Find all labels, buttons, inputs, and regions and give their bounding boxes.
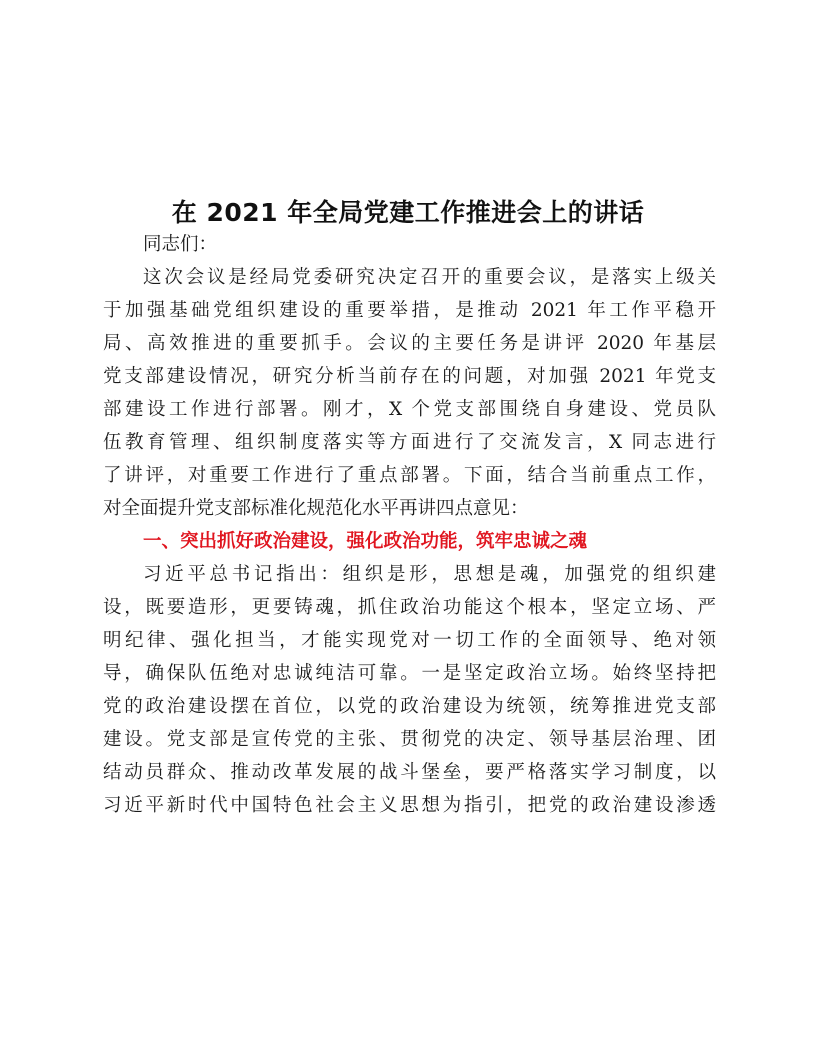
document-body bbox=[103, 228, 716, 822]
paragraph-line: 了讲评，对重要工作进行了重点部署。下面，结合当前重点工作， bbox=[103, 465, 716, 486]
paragraph-line: 导，确保队伍绝对忠诚纯洁可靠。一是坚定政治立场。始终坚持把 bbox=[103, 663, 716, 684]
paragraph-line: 建设。党支部是宣传党的主张、贯彻党的决定、领导基层治理、团 bbox=[103, 729, 716, 750]
paragraph-line: 党支部建设情况，研究分析当前存在的问题，对加强 2021 年党支 bbox=[103, 366, 716, 387]
paragraph-line: 结动员群众、推动改革发展的战斗堡垒，要严格落实学习制度，以 bbox=[103, 762, 716, 783]
paragraph-intro bbox=[103, 261, 716, 525]
paragraph-line: 局、高效推进的重要抓手。会议的主要任务是讲评 2020 年基层 bbox=[103, 333, 716, 354]
paragraph-line: 习近平总书记指出：组织是形，思想是魂，加强党的组织建 bbox=[143, 564, 716, 585]
salutation: 同志们： bbox=[143, 234, 218, 255]
section-heading: 一、突出抓好政治建设，强化政治功能，筑牢忠诚之魂 bbox=[143, 531, 588, 552]
paragraph-line: 设，既要造形，更要铸魂，抓住政治功能这个根本，坚定立场、严 bbox=[103, 597, 716, 618]
paragraph-section-1 bbox=[103, 558, 716, 822]
paragraph-line: 这次会议是经局党委研究决定召开的重要会议，是落实上级关 bbox=[143, 267, 716, 288]
paragraph-line: 党的政治建设摆在首位，以党的政治建设为统领，统筹推进党支部 bbox=[103, 696, 716, 717]
paragraph-line: 习近平新时代中国特色社会主义思想为指引，把党的政治建设渗透 bbox=[103, 795, 716, 816]
document-title: 在 2021 年全局党建工作推进会上的讲话 bbox=[171, 198, 645, 227]
paragraph-line: 部建设工作进行部署。刚才，X 个党支部围绕自身建设、党员队 bbox=[103, 399, 716, 420]
paragraph-line: 对全面提升党支部标准化规范化水平再讲四点意见： bbox=[103, 498, 529, 519]
paragraph-line: 伍教育管理、组织制度落实等方面进行了交流发言，X 同志进行 bbox=[103, 432, 716, 453]
paragraph-line: 于加强基础党组织建设的重要举措，是推动 2021 年工作平稳开 bbox=[103, 300, 716, 321]
paragraph-line: 明纪律、强化担当，才能实现党对一切工作的全面领导、绝对领 bbox=[103, 630, 716, 651]
